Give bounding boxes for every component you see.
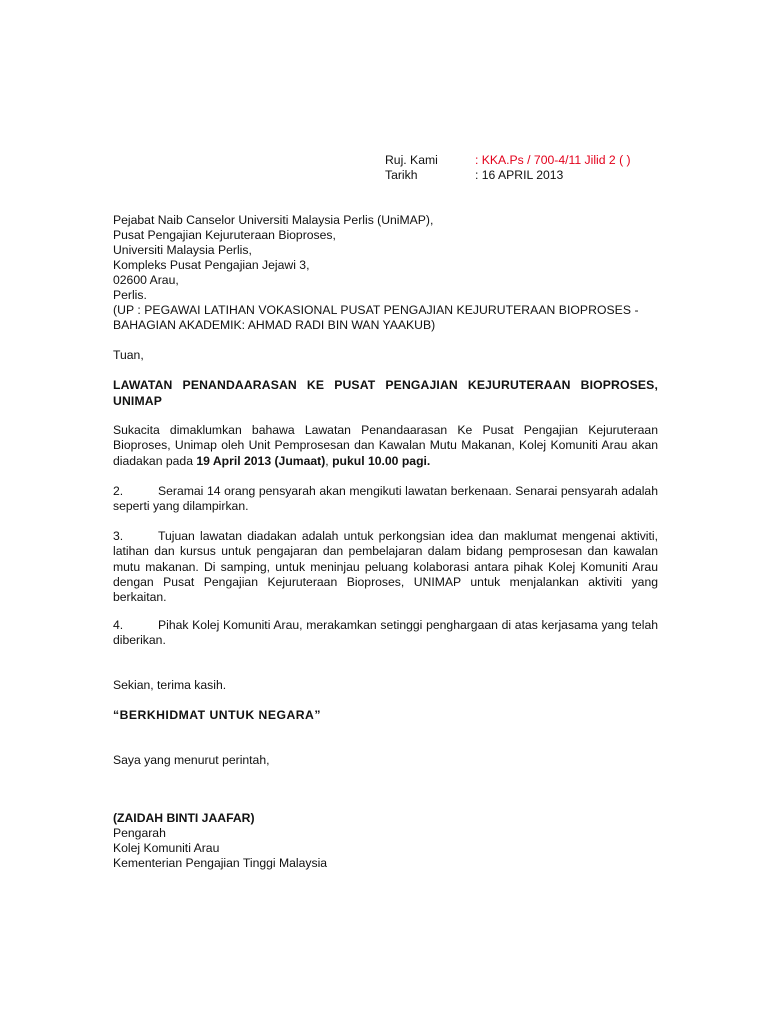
paragraph-3 — [113, 529, 658, 605]
address-line: Universiti Malaysia Perlis, — [113, 243, 252, 257]
address-line: Pusat Pengajian Kejuruteraan Bioproses, — [113, 228, 336, 242]
closing-obedience: Saya yang menurut perintah, — [113, 753, 270, 767]
reference-label: Ruj. Kami — [385, 153, 438, 167]
date-value: : 16 APRIL 2013 — [475, 168, 564, 182]
address-line: Perlis. — [113, 288, 147, 302]
signatory-name: (ZAIDAH BINTI JAAFAR) — [113, 811, 255, 825]
letter-subject: LAWATAN PENANDAARASAN KE PUSAT PENGAJIAN KEJURUTERAAN BIOPROSES, UNIMAP — [113, 378, 658, 408]
paragraph-number: 3. — [113, 529, 124, 543]
visit-time: pukul 10.00 pagi. — [332, 453, 431, 468]
closing-thanks: Sekian, terima kasih. — [113, 678, 227, 692]
attention-line: (UP : PEGAWAI LATIHAN VOKASIONAL PUSAT PENGAJIAN KEJURUTERAAN BIOPROSES - — [113, 303, 639, 317]
date-label: Tarikh — [385, 168, 418, 182]
visit-date: 19 April 2013 (Jumaat) — [196, 453, 326, 468]
address-line: Kompleks Pusat Pengajian Jejawi 3, — [113, 258, 310, 272]
paragraph-4 — [113, 618, 658, 649]
paragraph-3-text: Tujuan lawatan diadakan adalah untuk perkongsian idea dan maklumat mengenai aktiviti, latihan dan kursus untuk pengajaran dan pembelajaran dalam bidang pemprosesan dan kawalan mutu makanan. Di samping, untuk meninjau peluang kolaborasi antara pihak Kolej Komuniti Arau dengan Pusat Pengajian Kejuruteraan Bioproses, UNIMAP untuk menjalankan aktiviti yang berkaitan. — [113, 529, 658, 605]
separator: , — [325, 453, 333, 468]
attention-line: BAHAGIAN AKADEMIK: AHMAD RADI BIN WAN YAAKUB) — [113, 318, 436, 332]
address-line: Pejabat Naib Canselor Universiti Malaysia Perlis (UniMAP), — [113, 213, 434, 227]
paragraph-2 — [113, 484, 658, 515]
paragraph-number: 4. — [113, 618, 124, 632]
paragraph-number: 2. — [113, 484, 124, 498]
signatory-title: Pengarah — [113, 826, 166, 840]
motto: “BERKHIDMAT UNTUK NEGARA” — [113, 708, 321, 722]
salutation: Tuan, — [113, 348, 144, 362]
paragraph-4-text: Pihak Kolej Komuniti Arau, merakamkan setinggi penghargaan di atas kerjasama yang telah diberikan. — [113, 618, 658, 648]
paragraph-2-text: Seramai 14 orang pensyarah akan mengikuti lawatan berkenaan. Senarai pensyarah adalah seperti yang dilampirkan. — [113, 484, 658, 514]
address-line: 02600 Arau, — [113, 273, 179, 287]
paragraph-1-text: Sukacita dimaklumkan bahawa Lawatan Penandaarasan Ke Pusat Pengajian Kejuruteraan Bioproses, Unimap oleh Unit Pemprosesan dan Kawalan Mutu Makanan, Kolej Komuniti Arau akan diadakan pada — [113, 423, 658, 468]
signatory-organization: Kolej Komuniti Arau — [113, 841, 220, 855]
reference-number: : KKA.Ps / 700-4/11 Jilid 2 ( ) — [475, 153, 631, 167]
signatory-ministry: Kementerian Pengajian Tinggi Malaysia — [113, 856, 328, 870]
paragraph-1 — [113, 423, 658, 469]
